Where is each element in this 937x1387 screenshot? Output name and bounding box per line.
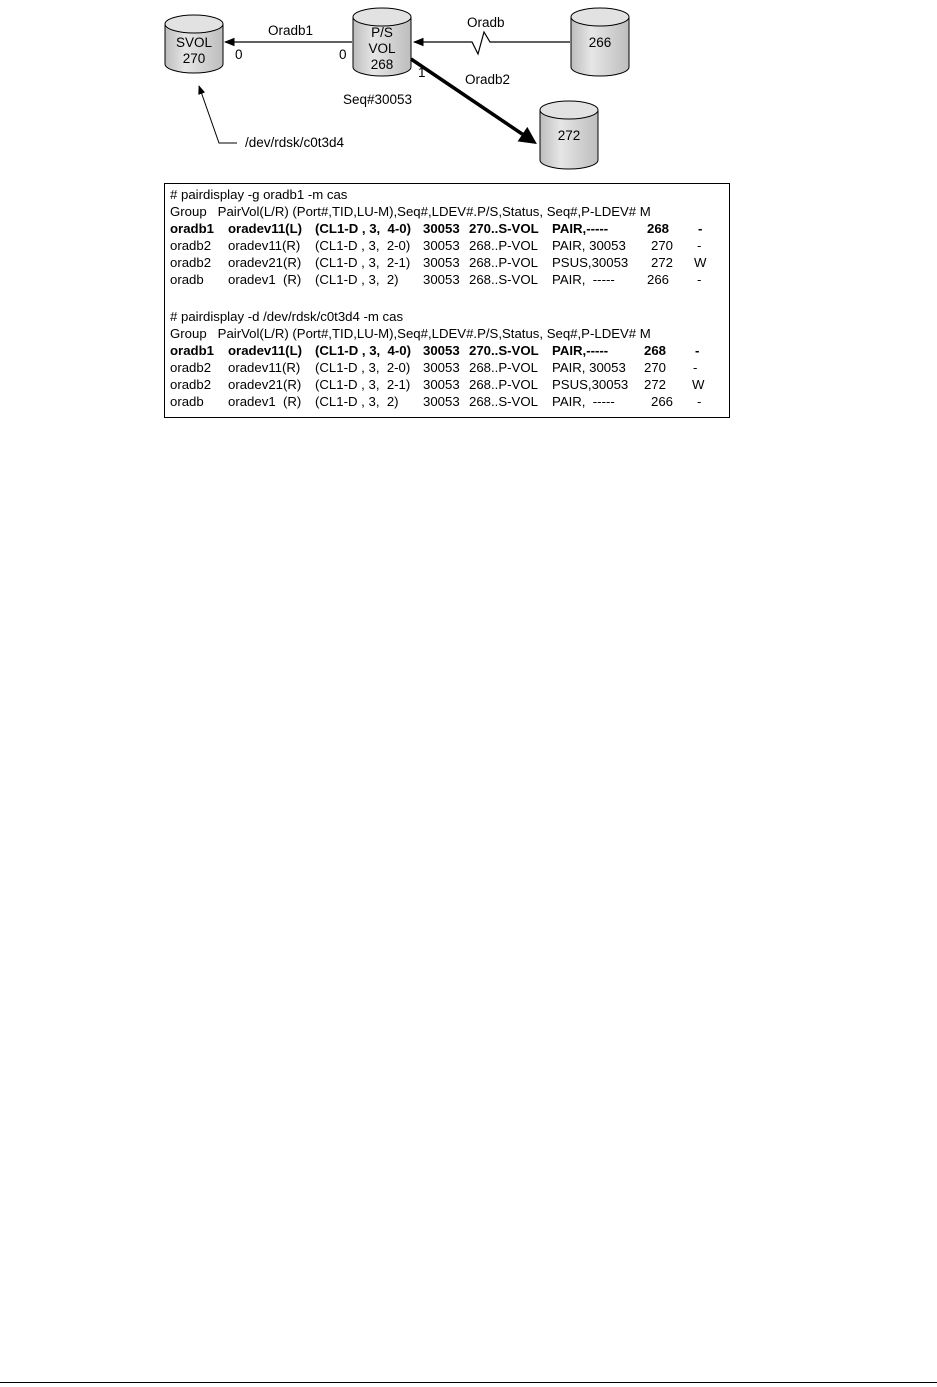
ldev-ps-cell: 268..P-VOL (469, 238, 538, 253)
pairvol-cell: oradev11(L) (228, 343, 303, 358)
group-cell: oradb2 (170, 360, 212, 375)
pairvol-cell: oradev1 (R) (228, 394, 302, 409)
seq-cell: 30053 (423, 238, 460, 253)
seq-cell: 30053 (423, 343, 460, 358)
page-footer-rule (0, 1382, 937, 1383)
pairdisplay-output-box (164, 183, 730, 418)
status-cell: PAIR, 30053 (552, 238, 626, 253)
m-cell: - (697, 238, 702, 253)
m-cell: - (697, 394, 702, 409)
status-cell: PAIR,----- (552, 221, 609, 236)
group-cell: oradb1 (170, 221, 214, 236)
command-line-2: # pairdisplay -d /dev/rdsk/c0t3d4 -m cas (170, 309, 404, 324)
header-line-2: Group PairVol(L/R) (Port#,TID,LU-M),Seq#,LDEV#.P/S,Status, Seq#,P-LDEV# M (170, 326, 651, 341)
port-cell: (CL1-D , 3, 2-0) (315, 238, 411, 253)
oradb-link-label: Oradb (467, 15, 505, 30)
status-cell: PAIR, 30053 (552, 360, 626, 375)
vol-266-label: 266 (588, 35, 612, 50)
seq-cell: 30053 (423, 221, 460, 236)
ldev-ps-cell: 268..P-VOL (469, 360, 538, 375)
ldev-ps-cell: 268..P-VOL (469, 255, 538, 270)
m-cell: - (693, 360, 698, 375)
pldev-cell: 272 (651, 255, 674, 270)
port-cell: (CL1-D , 3, 2-1) (315, 377, 411, 392)
seq-cell: 30053 (423, 272, 460, 287)
group-cell: oradb2 (170, 377, 212, 392)
pldev-cell: 266 (647, 272, 670, 287)
status-cell: PAIR, ----- (552, 272, 615, 287)
m-cell: W (692, 377, 705, 392)
group-cell: oradb2 (170, 255, 212, 270)
pairvol-cell: oradev11(R) (228, 360, 301, 375)
ldev-ps-cell: 268..S-VOL (469, 394, 538, 409)
pairvol-cell: oradev21(R) (228, 377, 302, 392)
psvol-268-volume-icon (353, 8, 411, 76)
pairvol-cell: oradev21(R) (228, 255, 302, 270)
m-cell: - (695, 343, 700, 358)
vol-272-label: 272 (557, 128, 581, 143)
psvol-label-line1: P/S (371, 25, 393, 40)
vol-272-volume-icon (540, 101, 598, 169)
status-cell: PAIR,----- (552, 343, 609, 358)
status-cell: PSUS,30053 (552, 255, 629, 270)
oradb1-link-label: Oradb1 (268, 23, 314, 38)
ldev-ps-cell: 270..S-VOL (469, 221, 539, 236)
pldev-cell: 270 (651, 238, 674, 253)
pldev-cell: 270 (644, 360, 667, 375)
port-cell: (CL1-D , 3, 2-0) (315, 360, 411, 375)
psvol-left-port-label: 0 (339, 47, 347, 62)
header-line-1: Group PairVol(L/R) (Port#,TID,LU-M),Seq#,LDEV#.P/S,Status, Seq#,P-LDEV# M (170, 204, 651, 219)
sequence-number-label: Seq#30053 (343, 92, 413, 107)
seq-cell: 30053 (423, 394, 460, 409)
status-cell: PAIR, ----- (552, 394, 615, 409)
oradb-link-arrow (414, 32, 570, 54)
ldev-ps-cell: 270..S-VOL (469, 343, 539, 358)
device-path-leader-arrow (199, 86, 237, 143)
pairvol-cell: oradev11(R) (228, 238, 301, 253)
group-cell: oradb (170, 272, 204, 287)
pairvol-cell: oradev11(L) (228, 221, 303, 236)
port-cell: (CL1-D , 3, 4-0) (315, 343, 411, 358)
status-cell: PSUS,30053 (552, 377, 629, 392)
group-cell: oradb1 (170, 343, 214, 358)
device-path-label: /dev/rdsk/c0t3d4 (245, 135, 345, 150)
pair-topology-diagram (0, 0, 937, 180)
group-cell: oradb2 (170, 238, 212, 253)
svol-label: SVOL (175, 35, 213, 50)
port-cell: (CL1-D , 3, 2) (315, 272, 399, 287)
psvol-right-port-label: 1 (418, 65, 426, 80)
pldev-cell: 272 (644, 377, 667, 392)
svol-ldev-label: 270 (182, 51, 206, 66)
seq-cell: 30053 (423, 255, 460, 270)
port-cell: (CL1-D , 3, 2) (315, 394, 399, 409)
vol-266-volume-icon (571, 8, 629, 76)
svol-270-volume-icon (165, 15, 223, 73)
m-cell: - (697, 272, 702, 287)
m-cell: - (698, 221, 703, 236)
seq-cell: 30053 (423, 360, 460, 375)
port-cell: (CL1-D , 3, 4-0) (315, 221, 411, 236)
command-line-1: # pairdisplay -g oradb1 -m cas (170, 187, 348, 202)
pldev-cell: 266 (651, 394, 674, 409)
svol-port-label: 0 (235, 47, 243, 62)
seq-cell: 30053 (423, 377, 460, 392)
ldev-ps-cell: 268..P-VOL (469, 377, 538, 392)
m-cell: W (694, 255, 707, 270)
pldev-cell: 268 (647, 221, 670, 236)
oradb2-link-label: Oradb2 (465, 72, 511, 87)
ldev-ps-cell: 268..S-VOL (469, 272, 538, 287)
psvol-label-line2: VOL (368, 41, 396, 56)
group-cell: oradb (170, 394, 204, 409)
psvol-ldev-label: 268 (370, 57, 394, 72)
port-cell: (CL1-D , 3, 2-1) (315, 255, 411, 270)
pldev-cell: 268 (644, 343, 667, 358)
pairvol-cell: oradev1 (R) (228, 272, 302, 287)
